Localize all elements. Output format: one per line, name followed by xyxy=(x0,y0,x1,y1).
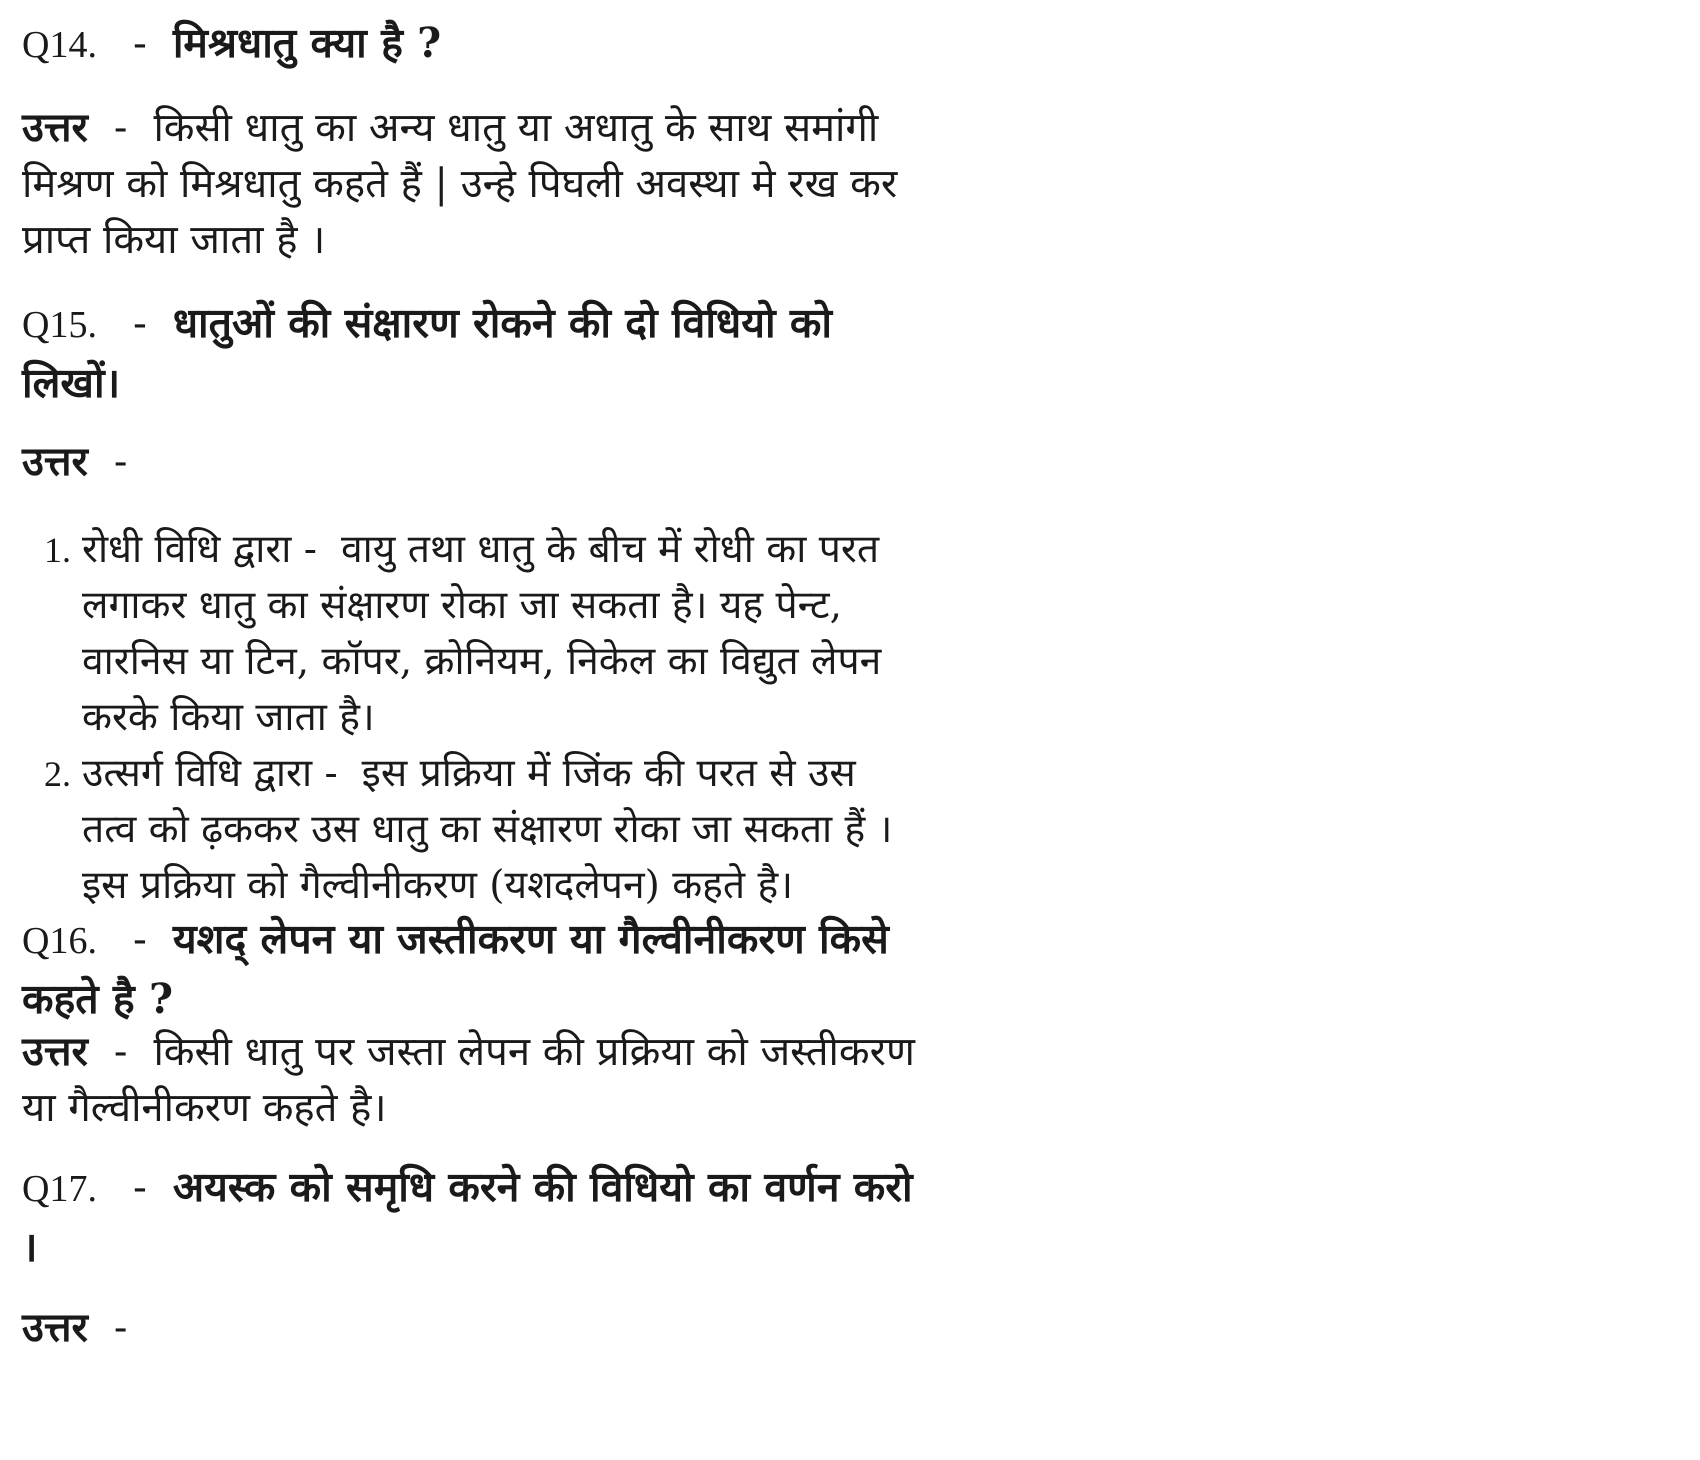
answer-line: मिश्रण को मिश्रधातु कहते हैं | उन्हे पिघली अवस्था मे रख कर xyxy=(22,161,898,207)
list-item-line: लगाकर धातु का संक्षारण रोका जा सकता है। यह पेन्ट, xyxy=(82,583,842,628)
answer-line xyxy=(22,1024,1122,1080)
question-number: Q16. xyxy=(22,920,97,962)
list-item-line: तत्व को ढ़ककर उस धातु का संक्षारण रोका जा सकता हैं । xyxy=(82,807,893,852)
question-dash: - xyxy=(132,299,147,347)
answer-17-label xyxy=(22,1300,1122,1356)
answer-dash: - xyxy=(113,1305,128,1351)
question-text-continued: । xyxy=(22,1223,38,1271)
answer-14 xyxy=(22,100,1122,268)
answer-label: उत्तर xyxy=(22,1028,88,1075)
answer-15-list xyxy=(22,522,1122,914)
question-text: यशद् लेपन या जस्तीकरण या गैल्वीनीकरण किसे xyxy=(172,915,889,963)
answer-15-label xyxy=(22,434,1122,490)
answer-label: उत्तर xyxy=(22,1304,88,1351)
question-15-heading xyxy=(22,294,1122,354)
question-number: Q15. xyxy=(22,304,97,346)
question-text-continued: लिखों। xyxy=(22,359,121,407)
question-text-continued: कहते है ? xyxy=(22,975,173,1023)
answer-label: उत्तर xyxy=(22,104,88,151)
answer-dash: - xyxy=(113,439,128,485)
answer-line xyxy=(22,100,1122,156)
answer-line: या गैल्वीनीकरण कहते है। xyxy=(22,1085,387,1131)
question-text: धातुओं की संक्षारण रोकने की दो विधियो को xyxy=(172,299,832,347)
answer-dash: - xyxy=(113,105,128,151)
answer-16 xyxy=(22,1024,1122,1136)
answer-line xyxy=(22,434,1122,490)
answer-text: किसी धातु पर जस्ता लेपन की प्रक्रिया को जस्तीकरण xyxy=(153,1029,915,1075)
list-item-text: वायु तथा धातु के बीच में रोधी का परत xyxy=(340,527,880,572)
question-text: मिश्रधातु क्या है ? xyxy=(172,19,442,67)
question-14 xyxy=(22,14,1122,74)
question-text: अयस्क को समृधि करने की विधियो का वर्णन करो xyxy=(172,1163,913,1211)
list-item-term: उत्सर्ग विधि द्वारा - xyxy=(82,751,338,796)
question-number: Q17. xyxy=(22,1168,97,1210)
question-17 xyxy=(22,1158,1122,1276)
answer-line: प्राप्त किया जाता है । xyxy=(22,217,326,263)
answer-text: किसी धातु का अन्य धातु या अधातु के साथ समांगी xyxy=(153,105,879,151)
list-item xyxy=(22,746,1122,802)
question-15 xyxy=(22,294,1122,412)
question-number: Q14. xyxy=(22,24,97,66)
list-item-line: करके किया जाता है। xyxy=(82,695,375,740)
question-16 xyxy=(22,910,1122,1028)
list-item-line: इस प्रक्रिया को गैल्वीनीकरण (यशदलेपन) कहते है। xyxy=(82,863,793,908)
answer-line xyxy=(22,1300,1122,1356)
list-item-term: रोधी विधि द्वारा - xyxy=(82,527,317,572)
list-item-line: वारनिस या टिन, कॉपर, क्रोनियम, निकेल का विद्युत लेपन xyxy=(82,639,882,684)
question-dash: - xyxy=(132,1163,147,1211)
answer-label: उत्तर xyxy=(22,438,88,485)
question-16-heading xyxy=(22,910,1122,970)
list-item xyxy=(22,522,1122,578)
list-item-number: 1. xyxy=(44,530,71,570)
list-item-text: इस प्रक्रिया में जिंक की परत से उस xyxy=(361,751,856,796)
question-14-heading xyxy=(22,14,1122,74)
question-17-heading xyxy=(22,1158,1122,1218)
question-dash: - xyxy=(132,915,147,963)
list-item-number: 2. xyxy=(44,754,71,794)
question-dash: - xyxy=(132,19,147,67)
answer-dash: - xyxy=(113,1029,128,1075)
